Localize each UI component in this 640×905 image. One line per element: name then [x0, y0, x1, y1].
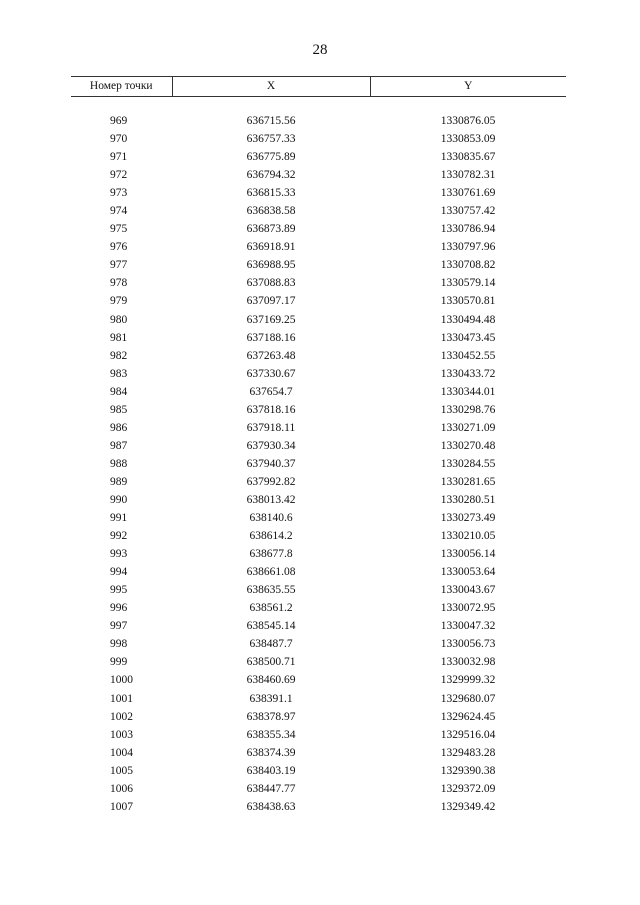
y-cell: 1330053.64 — [440, 566, 496, 579]
table-row — [71, 527, 566, 545]
point-number-cell: 988 — [110, 457, 128, 470]
y-cell: 1330433.72 — [440, 367, 496, 380]
y-cell: 1330043.67 — [440, 584, 496, 597]
table-row — [71, 329, 566, 347]
x-cell: 638487.7 — [249, 638, 293, 651]
x-cell: 638561.2 — [249, 602, 293, 615]
point-number-cell: 984 — [110, 385, 128, 398]
point-number-cell: 972 — [110, 169, 128, 182]
table-row — [71, 311, 566, 329]
x-cell: 638460.69 — [246, 674, 296, 687]
table-row — [71, 653, 566, 671]
table-row — [71, 491, 566, 509]
table-row — [71, 274, 566, 292]
point-number-cell: 998 — [110, 638, 128, 651]
table-row — [71, 708, 566, 726]
y-cell: 1330570.81 — [440, 295, 496, 308]
table-row — [71, 545, 566, 563]
point-number-cell: 978 — [110, 277, 128, 290]
x-cell: 638635.55 — [246, 584, 296, 597]
y-cell: 1330452.55 — [440, 349, 496, 362]
x-cell: 637930.34 — [246, 439, 296, 452]
point-number-cell: 993 — [110, 548, 128, 561]
point-number-cell: 1003 — [110, 728, 133, 741]
table-row — [71, 581, 566, 599]
y-cell: 1330344.01 — [440, 385, 496, 398]
x-cell: 636838.58 — [246, 205, 296, 218]
point-number-cell: 997 — [110, 620, 128, 633]
table-row — [71, 455, 566, 473]
y-cell: 1330757.42 — [440, 205, 496, 218]
x-cell: 638391.1 — [249, 692, 293, 705]
table-row — [71, 671, 566, 689]
table-row — [71, 148, 566, 166]
point-number-cell: 970 — [110, 133, 128, 146]
x-cell: 638447.77 — [246, 782, 296, 795]
y-cell: 1330853.09 — [440, 133, 496, 146]
table-row — [71, 690, 566, 708]
table-row — [71, 563, 566, 581]
point-number-cell: 974 — [110, 205, 128, 218]
table-body — [71, 97, 566, 816]
header-row — [71, 77, 566, 97]
table-row — [71, 202, 566, 220]
point-number-cell: 1007 — [110, 800, 133, 813]
x-cell: 638013.42 — [246, 494, 296, 506]
point-number-cell: 994 — [110, 566, 128, 579]
point-number-cell: 1002 — [110, 710, 133, 723]
point-number-cell: 971 — [110, 151, 128, 164]
point-number-cell: 1001 — [110, 692, 133, 705]
table-row — [71, 365, 566, 383]
x-cell: 636873.89 — [246, 223, 296, 236]
table-row — [71, 292, 566, 310]
table-row — [71, 419, 566, 437]
point-number-cell: 990 — [110, 494, 128, 506]
y-cell: 1330047.32 — [440, 620, 496, 633]
y-cell: 1330056.14 — [440, 548, 496, 561]
x-cell: 637169.25 — [246, 313, 296, 326]
point-number-cell: 999 — [110, 656, 128, 669]
header-y: Y — [370, 77, 566, 97]
x-cell: 638545.14 — [246, 620, 296, 633]
table-row — [71, 112, 566, 130]
x-cell: 638614.2 — [249, 530, 293, 543]
header-point-number: Номер точки — [71, 77, 172, 97]
point-number-cell: 1005 — [110, 764, 133, 777]
x-cell: 637992.82 — [246, 475, 296, 488]
point-number-cell: 975 — [110, 223, 128, 236]
y-cell: 1330072.95 — [440, 602, 496, 615]
point-number-cell: 992 — [110, 530, 128, 543]
point-number-cell: 1004 — [110, 746, 133, 759]
y-cell: 1330032.98 — [440, 656, 496, 669]
x-cell: 636815.33 — [246, 187, 296, 200]
table-row — [71, 437, 566, 455]
point-number-cell: 989 — [110, 475, 128, 488]
table-row — [71, 473, 566, 491]
table-row — [71, 383, 566, 401]
x-cell: 637818.16 — [246, 403, 296, 416]
y-cell: 1330281.65 — [440, 475, 496, 488]
table-row — [71, 762, 566, 780]
y-cell: 1330284.55 — [440, 457, 496, 470]
table-row — [71, 780, 566, 798]
table-row — [71, 238, 566, 256]
y-cell: 1329516.04 — [440, 728, 496, 741]
x-cell: 636918.91 — [246, 241, 296, 254]
x-cell: 636988.95 — [246, 259, 296, 272]
point-number-cell: 995 — [110, 584, 128, 597]
x-cell: 637330.67 — [246, 367, 296, 380]
x-cell: 638140.6 — [249, 512, 293, 525]
x-cell: 638403.19 — [246, 764, 296, 777]
y-cell: 1329999.32 — [440, 674, 496, 687]
y-cell: 1330210.05 — [440, 530, 496, 543]
point-number-cell: 976 — [110, 241, 128, 254]
y-cell: 1329390.38 — [440, 764, 496, 777]
table-row — [71, 798, 566, 816]
x-cell: 637097.17 — [246, 295, 296, 308]
table-row — [71, 726, 566, 744]
x-cell: 638355.34 — [246, 728, 296, 741]
y-cell: 1330494.48 — [440, 313, 496, 326]
x-cell: 638378.97 — [246, 710, 296, 723]
spacer-cell — [71, 97, 566, 113]
table-spacer — [71, 97, 566, 113]
x-cell: 636794.32 — [246, 169, 296, 182]
y-cell: 1330761.69 — [440, 187, 496, 200]
table-row — [71, 347, 566, 365]
point-number-cell: 987 — [110, 439, 128, 452]
point-number-cell: 982 — [110, 349, 128, 362]
y-cell: 1329372.09 — [440, 782, 496, 795]
coordinates-table — [71, 76, 566, 816]
table-row — [71, 635, 566, 653]
point-number-cell: 991 — [110, 512, 128, 525]
x-cell: 638677.8 — [249, 548, 293, 561]
x-cell: 638374.39 — [246, 746, 296, 759]
point-number-cell: 986 — [110, 421, 128, 434]
y-cell: 1329483.28 — [440, 746, 496, 759]
table-row — [71, 220, 566, 238]
table-header — [71, 77, 566, 97]
x-cell: 637940.37 — [246, 457, 296, 470]
table-row — [71, 509, 566, 527]
y-cell: 1330708.82 — [440, 259, 496, 272]
x-cell: 637918.11 — [246, 421, 296, 434]
y-cell: 1329349.42 — [440, 800, 496, 813]
x-cell: 636757.33 — [246, 133, 296, 146]
table-row — [71, 256, 566, 274]
table-row — [71, 130, 566, 148]
y-cell: 1330473.45 — [440, 331, 496, 344]
y-cell: 1330273.49 — [440, 512, 496, 525]
point-number-cell: 981 — [110, 331, 128, 344]
page-number: 28 — [312, 42, 328, 58]
point-number-cell: 985 — [110, 403, 128, 416]
table-row — [71, 599, 566, 617]
point-number-cell: 977 — [110, 259, 128, 272]
y-cell: 1330270.48 — [440, 439, 496, 452]
point-number-cell: 969 — [110, 115, 128, 128]
x-cell: 637188.16 — [246, 331, 296, 344]
point-number-cell: 1000 — [110, 674, 133, 687]
table-row — [71, 166, 566, 184]
y-cell: 1330271.09 — [440, 421, 496, 434]
y-cell: 1330876.05 — [440, 115, 496, 128]
y-cell: 1330298.76 — [440, 403, 496, 416]
x-cell: 638500.71 — [246, 656, 296, 669]
x-cell: 637654.7 — [249, 385, 293, 398]
x-cell: 637088.83 — [246, 277, 296, 290]
table-row — [71, 744, 566, 762]
y-cell: 1329624.45 — [440, 710, 496, 723]
point-number-cell: 1006 — [110, 782, 133, 795]
y-cell: 1329680.07 — [440, 692, 496, 705]
y-cell: 1330835.67 — [440, 151, 496, 164]
x-cell: 637263.48 — [246, 349, 296, 362]
y-cell: 1330056.73 — [440, 638, 496, 651]
header-x: X — [172, 77, 370, 97]
x-cell: 636775.89 — [246, 151, 296, 164]
point-number-cell: 980 — [110, 313, 128, 326]
point-number-cell: 979 — [110, 295, 128, 308]
point-number-cell: 983 — [110, 367, 128, 380]
y-cell: 1330782.31 — [440, 169, 496, 182]
y-cell: 1330797.96 — [440, 241, 496, 254]
point-number-cell: 973 — [110, 187, 128, 200]
y-cell: 1330280.51 — [440, 494, 496, 506]
x-cell: 636715.56 — [246, 115, 296, 128]
table-row — [71, 401, 566, 419]
x-cell: 638661.08 — [246, 566, 296, 579]
table-row — [71, 184, 566, 202]
y-cell: 1330786.94 — [440, 223, 496, 236]
table-row — [71, 617, 566, 635]
y-cell: 1330579.14 — [440, 277, 496, 290]
point-number-cell: 996 — [110, 602, 128, 615]
x-cell: 638438.63 — [246, 800, 296, 813]
